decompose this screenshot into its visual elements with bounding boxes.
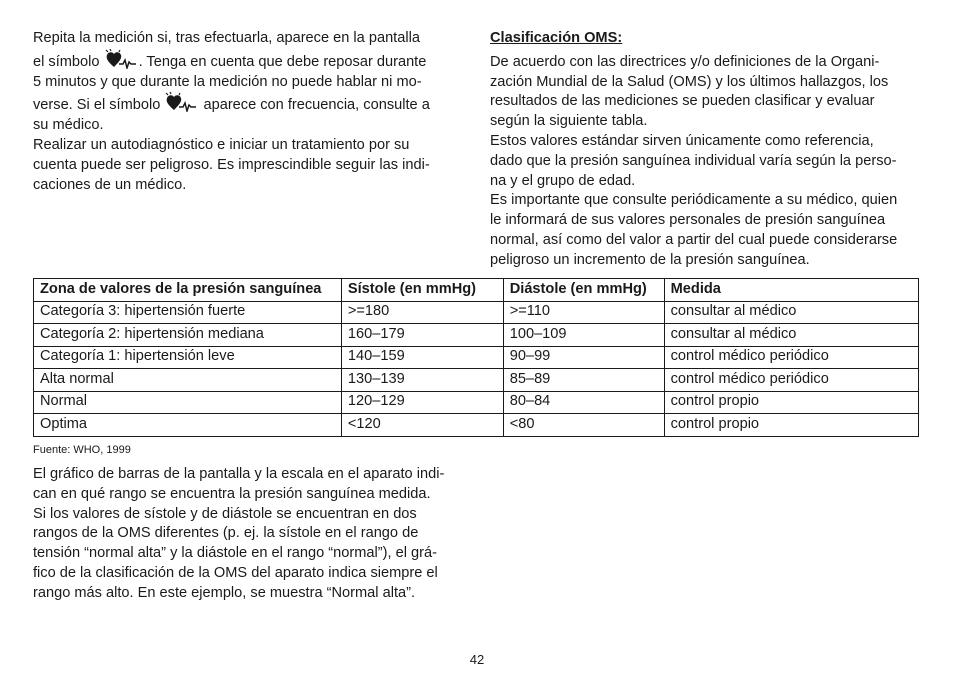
text-line: verse. Si el símbolo aparece con frecuencia, consulte a [33,92,473,116]
table-row [34,414,919,437]
text-line: según la siguiente tabla. [490,113,648,130]
paragraph-consult-doctor [490,191,930,270]
section-heading: Clasificación OMS: [490,30,623,46]
table-cell: 90–99 [503,346,664,369]
heart-arrhythmia-icon [165,92,197,112]
paragraph-self-diagnosis-warning [33,136,473,195]
paragraph-who-intro [490,53,930,132]
table-cell: 140–159 [341,346,503,369]
table-row [34,346,919,369]
text-line: rango más alto. En este ejemplo, se muestra “Normal alta”. [33,584,416,601]
column-header: Zona de valores de la presión sanguínea [34,279,342,302]
bottom-paragraph [33,465,473,604]
text-line: tensión “normal alta” y la diástole en el rango “normal”), el grá- [33,545,437,562]
text-line: su médico. [33,117,104,134]
text-line: Realizar un autodiagnóstico e iniciar un tratamiento por su [33,136,410,153]
text-line: El gráfico de barras de la pantalla y la escala en el aparato indi- [33,466,445,482]
table-cell: Categoría 2: hipertensión mediana [34,324,342,347]
table-cell: >=180 [341,301,503,324]
text-line: Es importante que consulte periódicamente a su médico, quien [490,192,898,209]
table-row [34,391,919,414]
table-cell: <120 [341,414,503,437]
source-note: Fuente: WHO, 1999 [33,444,131,456]
table-cell: control propio [664,414,918,437]
right-column [490,29,930,271]
table-cell: Normal [34,391,342,414]
text-line: De acuerdo con las directrices y/o definiciones de la Organi- [490,53,880,70]
table-cell: consultar al médico [664,301,918,324]
paragraph-reference-values [490,132,930,191]
table-row [34,324,919,347]
text-line: resultados de las mediciones se pueden clasificar y evaluar [490,93,875,110]
table-cell: 130–139 [341,369,503,392]
page-number: 42 [469,652,485,667]
text-line: normal, así como del valor a partir del cual puede considerarse [490,231,898,248]
text-line: Repita la medición si, tras efectuarla, aparece en la pantalla [33,30,420,46]
table-cell: 80–84 [503,391,664,414]
text-line: caciones de un médico. [33,176,187,193]
left-column [33,29,473,195]
table-cell: 100–109 [503,324,664,347]
table-cell: 160–179 [341,324,503,347]
table-cell: control médico periódico [664,369,918,392]
table-cell: <80 [503,414,664,437]
table-cell: Alta normal [34,369,342,392]
text-line: rangos de la OMS diferentes (p. ej. la sístole en el rango de [33,525,419,542]
text-line: le informará de sus valores personales de presión sanguínea [490,212,886,229]
text-line: can en qué rango se encuentra la presión sanguínea medida. [33,485,431,502]
column-header: Medida [664,279,918,302]
table-cell: control médico periódico [664,346,918,369]
text-line: el símbolo . Tenga en cuenta que debe reposar durante [33,49,473,73]
text-line: dado que la presión sanguínea individual varía según la perso- [490,152,897,169]
text-line: fico de la clasificación de la OMS del aparato indica siempre el [33,564,438,581]
table-cell: Optima [34,414,342,437]
text-line: peligroso un incremento de la presión sanguínea. [490,251,810,268]
table-cell: Categoría 1: hipertensión leve [34,346,342,369]
table-cell: 85–89 [503,369,664,392]
table-cell: consultar al médico [664,324,918,347]
table-header-row [34,279,919,302]
paragraph-repeat-measurement [33,29,473,136]
text-line: Estos valores estándar sirven únicamente como referencia, [490,132,874,149]
column-header: Sístole (en mmHg) [341,279,503,302]
table-cell: 120–129 [341,391,503,414]
table-cell: control propio [664,391,918,414]
column-header: Diástole (en mmHg) [503,279,664,302]
heart-arrhythmia-icon [105,49,137,69]
text-line: cuenta puede ser peligroso. Es imprescindible seguir las indi- [33,156,430,173]
table-row [34,369,919,392]
text-line: zación Mundial de la Salud (OMS) y los últimos hallazgos, los [490,73,889,90]
text-line: Si los valores de sístole y de diástole se encuentran en dos [33,505,417,522]
table-row [34,301,919,324]
table-cell: >=110 [503,301,664,324]
text-line: 5 minutos y que durante la medición no puede hablar ni mo- [33,73,422,90]
who-classification-table [33,278,919,437]
table-cell: Categoría 3: hipertensión fuerte [34,301,342,324]
text-line: na y el grupo de edad. [490,172,636,189]
